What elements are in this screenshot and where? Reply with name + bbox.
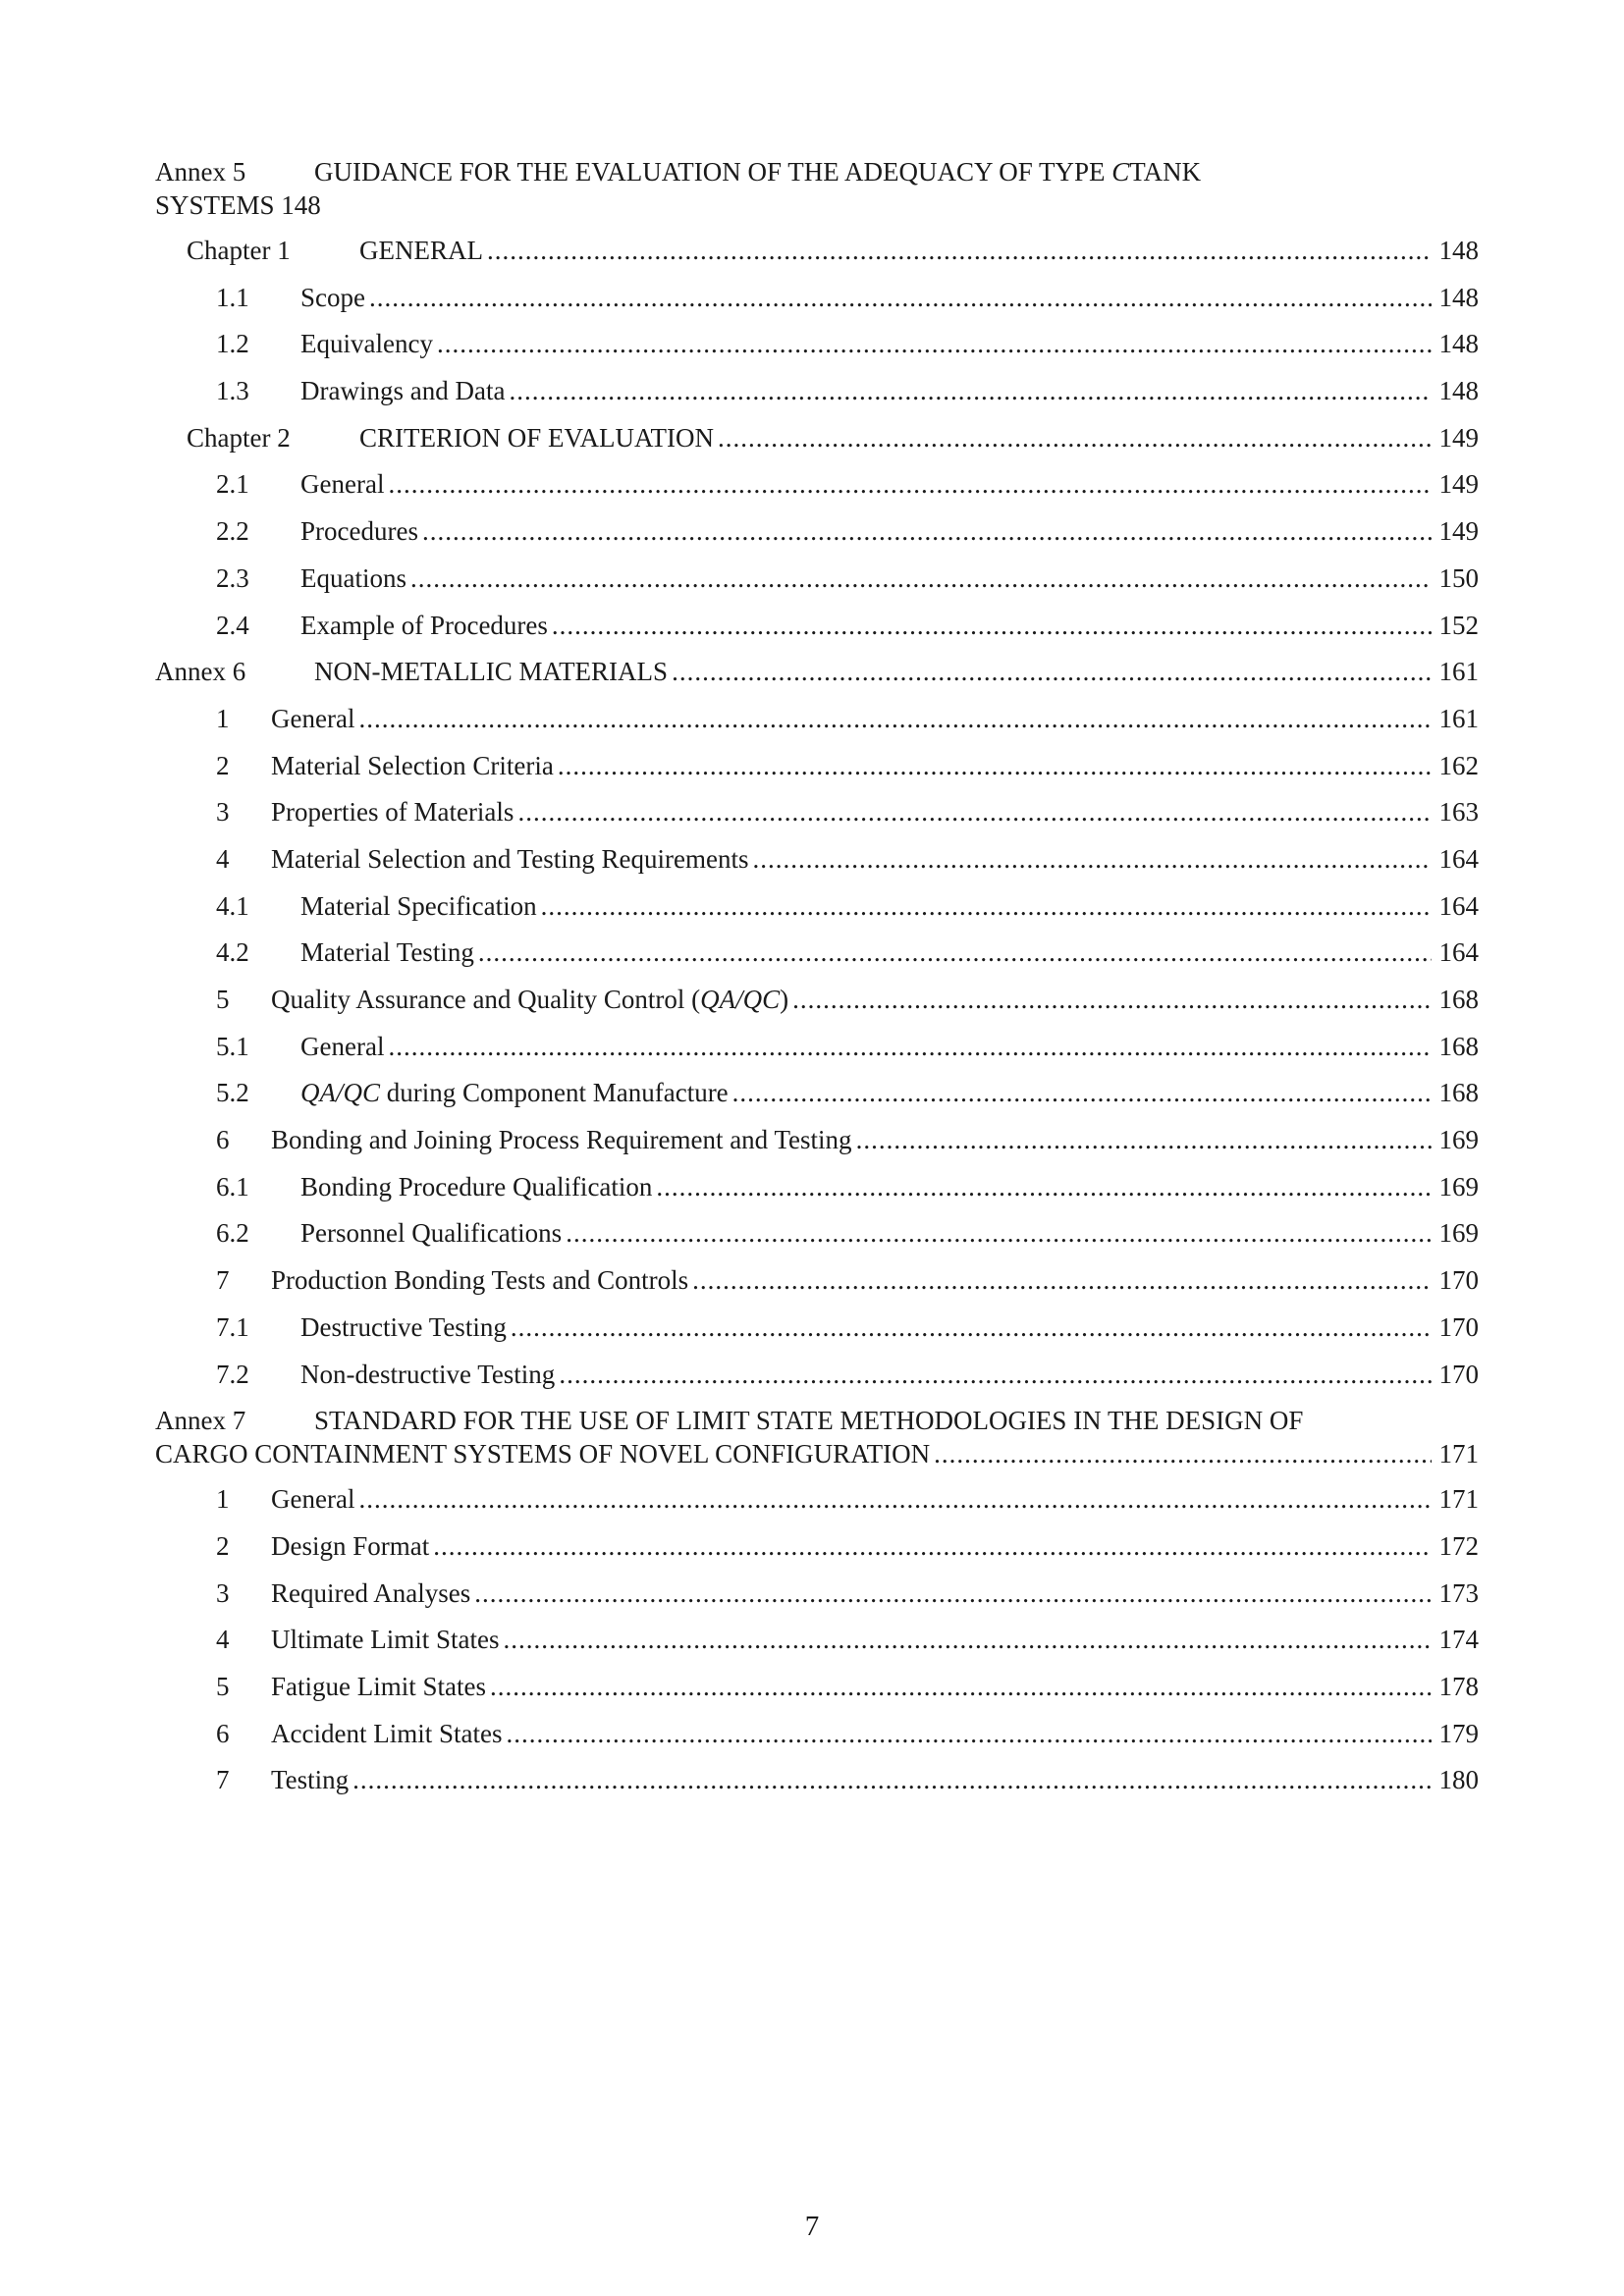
entry-title: General — [271, 1484, 355, 1515]
entry-page: 172 — [1438, 1530, 1479, 1561]
toc-entry[interactable] — [155, 1625, 1479, 1672]
entry-title: GENERAL — [359, 236, 483, 265]
dot-leader — [487, 236, 1432, 266]
toc-entry[interactable] — [155, 891, 1479, 938]
entry-title: Equivalency — [300, 329, 433, 359]
annex-label: Annex 6 — [155, 657, 246, 687]
dot-leader — [352, 1765, 1431, 1795]
dot-leader — [559, 1360, 1431, 1390]
toc-chapter-entry[interactable] — [155, 236, 1479, 283]
dot-leader — [388, 1032, 1431, 1062]
annex-5-heading[interactable] — [155, 157, 1479, 236]
dot-leader — [506, 1719, 1431, 1749]
entry-title: Non-destructive Testing — [300, 1359, 556, 1389]
dot-leader — [490, 1672, 1432, 1702]
entry-number: 4.1 — [216, 890, 249, 921]
entry-page: 164 — [1438, 890, 1479, 921]
entry-title: Quality Assurance and Quality Control (QA/QC) — [271, 985, 789, 1014]
entry-page: 161 — [1438, 703, 1479, 733]
entry-number: 7.1 — [216, 1311, 249, 1342]
entry-title: Procedures — [300, 516, 418, 547]
entry-page: 174 — [1438, 1625, 1479, 1655]
entry-number: 1 — [216, 703, 230, 733]
entry-number: 5 — [216, 985, 230, 1014]
dot-leader — [732, 1078, 1432, 1108]
entry-number: 6 — [216, 1718, 230, 1748]
entry-title: Material Specification — [300, 890, 537, 921]
toc-entry[interactable] — [155, 844, 1479, 891]
entry-title: Testing — [271, 1765, 350, 1795]
entry-page: 170 — [1438, 1265, 1479, 1296]
entry-title: General — [271, 703, 355, 733]
entry-title-italic: QA/QC — [700, 985, 781, 1014]
dot-leader — [753, 844, 1432, 875]
entry-number: 1 — [216, 1484, 230, 1515]
dot-leader — [503, 1625, 1431, 1655]
entry-number: 2.3 — [216, 562, 249, 593]
entry-title: General — [300, 1031, 385, 1061]
toc-entry[interactable] — [155, 937, 1479, 985]
toc-entry[interactable] — [155, 1265, 1479, 1312]
dot-leader — [792, 985, 1431, 1015]
entry-page: 162 — [1438, 750, 1479, 780]
entry-page: 178 — [1438, 1671, 1479, 1701]
dot-leader — [718, 423, 1432, 454]
entry-page: 171 — [1438, 1439, 1479, 1469]
toc-chapter-entry[interactable] — [155, 423, 1479, 470]
entry-number: 3 — [216, 1577, 230, 1608]
toc-entry[interactable] — [155, 704, 1479, 751]
entry-page: 148 — [1438, 329, 1479, 359]
toc-annex-entry[interactable] — [155, 657, 1479, 704]
entry-title: Drawings and Data — [300, 376, 506, 406]
entry-title: Fatigue Limit States — [271, 1671, 486, 1701]
entry-number: 2 — [216, 750, 230, 780]
toc-entry[interactable] — [155, 1719, 1479, 1766]
dot-leader — [509, 376, 1431, 406]
entry-title: Personnel Qualifications — [300, 1218, 563, 1249]
annex-title: GUIDANCE FOR THE EVALUATION OF THE ADEQUACY OF TYPE — [314, 157, 1106, 187]
entry-page: 169 — [1438, 1218, 1479, 1249]
dot-leader — [656, 1172, 1431, 1202]
entry-page: 148 — [1438, 282, 1479, 312]
entry-title: CRITERION OF EVALUATION — [359, 422, 714, 453]
dot-leader — [566, 1218, 1431, 1249]
entry-title: Accident Limit States — [271, 1718, 503, 1748]
entry-page: 163 — [1438, 797, 1479, 828]
annex-title-end: TANK — [1129, 157, 1202, 187]
entry-page: 152 — [1438, 610, 1479, 640]
entry-number: 2.1 — [216, 469, 249, 500]
entry-page: 164 — [1438, 937, 1479, 968]
toc-entry[interactable] — [155, 1032, 1479, 1079]
entry-page: 161 — [1438, 657, 1479, 687]
entry-number: 1.3 — [216, 376, 249, 406]
entry-number: 4 — [216, 843, 230, 874]
toc-entry[interactable] — [155, 1078, 1479, 1125]
entry-number: 5 — [216, 1671, 230, 1701]
entry-number: 1.2 — [216, 329, 249, 359]
entry-number: 2.2 — [216, 516, 249, 547]
toc-entry[interactable] — [155, 1484, 1479, 1531]
toc-entry[interactable] — [155, 1312, 1479, 1360]
annex-title: STANDARD FOR THE USE OF LIMIT STATE METHODOLOGIES IN THE DESIGN OF — [314, 1406, 1304, 1436]
toc-entry[interactable] — [155, 376, 1479, 423]
entry-number: 6.2 — [216, 1218, 249, 1249]
entry-number: 1.1 — [216, 282, 249, 312]
page-number: 7 — [804, 2211, 820, 2242]
entry-page: 169 — [1438, 1171, 1479, 1201]
entry-page: 168 — [1438, 1078, 1479, 1108]
dot-leader — [934, 1439, 1431, 1469]
dot-leader — [369, 283, 1432, 313]
entry-title: QA/QC during Component Manufacture — [300, 1078, 729, 1108]
entry-title: Bonding Procedure Qualification — [300, 1171, 653, 1201]
entry-title: NON-METALLIC MATERIALS — [314, 657, 669, 687]
entry-page: 171 — [1438, 1484, 1479, 1515]
table-of-contents — [155, 157, 1479, 1812]
entry-title: Destructive Testing — [300, 1311, 507, 1342]
entry-number: 4.2 — [216, 937, 249, 968]
dot-leader — [474, 1578, 1431, 1609]
entry-number: 4 — [216, 1625, 230, 1655]
toc-entry[interactable] — [155, 1172, 1479, 1219]
entry-title: Required Analyses — [271, 1577, 471, 1608]
toc-entry[interactable] — [155, 1765, 1479, 1812]
entry-page: 150 — [1438, 562, 1479, 593]
entry-title: Production Bonding Tests and Controls — [271, 1265, 689, 1296]
entry-page: 170 — [1438, 1359, 1479, 1389]
annex-title-line2: SYSTEMS 148 — [155, 190, 321, 220]
entry-page: 164 — [1438, 843, 1479, 874]
chapter-number: Chapter 2 — [187, 422, 291, 453]
entry-title: Bonding and Joining Process Requirement and Testing — [271, 1125, 852, 1155]
dot-leader — [410, 563, 1432, 594]
dot-leader — [511, 1312, 1432, 1343]
entry-page: 148 — [1438, 236, 1479, 265]
entry-title: Properties of Materials — [271, 797, 514, 828]
entry-title: Material Testing — [300, 937, 474, 968]
entry-number: 2 — [216, 1530, 230, 1561]
dot-leader — [433, 1531, 1431, 1562]
entry-title: Equations — [300, 562, 406, 593]
dot-leader — [672, 657, 1431, 687]
toc-entry[interactable] — [155, 563, 1479, 611]
dot-leader — [437, 329, 1432, 359]
entry-number: 6.1 — [216, 1171, 249, 1201]
entry-number: 7 — [216, 1265, 230, 1296]
entry-page: 148 — [1438, 376, 1479, 406]
toc-entry[interactable] — [155, 611, 1479, 658]
toc-entry[interactable] — [155, 797, 1479, 844]
dot-leader — [358, 704, 1431, 734]
toc-entry[interactable] — [155, 1672, 1479, 1719]
chapter-number: Chapter 1 — [187, 236, 291, 265]
entry-page: 149 — [1438, 469, 1479, 500]
toc-entry[interactable] — [155, 329, 1479, 376]
entry-title: Ultimate Limit States — [271, 1625, 500, 1655]
dot-leader — [856, 1125, 1432, 1155]
annex-title-italic: C — [1111, 157, 1130, 187]
entry-title-italic: QA/QC — [300, 1078, 380, 1108]
entry-title: General — [300, 469, 385, 500]
toc-entry[interactable] — [155, 283, 1479, 330]
toc-entry[interactable] — [155, 469, 1479, 516]
entry-page: 149 — [1438, 422, 1479, 453]
entry-title: Design Format — [271, 1530, 430, 1561]
dot-leader — [388, 469, 1431, 500]
dot-leader — [517, 797, 1431, 828]
dot-leader — [358, 1484, 1431, 1515]
entry-page: 170 — [1438, 1311, 1479, 1342]
entry-page: 169 — [1438, 1125, 1479, 1155]
dot-leader — [478, 937, 1432, 968]
dot-leader — [422, 516, 1432, 547]
entry-title: Example of Procedures — [300, 610, 548, 640]
dot-leader — [558, 751, 1432, 781]
entry-title: Material Selection and Testing Requirements — [271, 843, 749, 874]
entry-title: Material Selection Criteria — [271, 750, 554, 780]
toc-entry[interactable] — [155, 1578, 1479, 1626]
entry-page: 168 — [1438, 1031, 1479, 1061]
entry-number: 5.1 — [216, 1031, 249, 1061]
entry-page: 149 — [1438, 516, 1479, 547]
toc-entry[interactable] — [155, 985, 1479, 1032]
entry-page: 173 — [1438, 1577, 1479, 1608]
entry-title: Scope — [300, 282, 365, 312]
toc-entry[interactable] — [155, 1125, 1479, 1172]
toc-entry[interactable] — [155, 751, 1479, 798]
entry-number: 6 — [216, 1125, 230, 1155]
toc-entry[interactable] — [155, 1360, 1479, 1407]
dot-leader — [541, 891, 1432, 922]
entry-page: 179 — [1438, 1718, 1479, 1748]
annex-title-line2: CARGO CONTAINMENT SYSTEMS OF NOVEL CONFIGURATION — [155, 1439, 931, 1469]
annex-7-heading[interactable] — [155, 1406, 1479, 1484]
toc-entry[interactable] — [155, 1218, 1479, 1265]
entry-number: 7 — [216, 1765, 230, 1795]
entry-page: 168 — [1438, 985, 1479, 1014]
dot-leader — [552, 611, 1432, 641]
entry-number: 7.2 — [216, 1359, 249, 1389]
entry-page: 180 — [1438, 1765, 1479, 1795]
entry-number: 5.2 — [216, 1078, 249, 1108]
annex-label: Annex 5 — [155, 157, 246, 187]
toc-entry[interactable] — [155, 1531, 1479, 1578]
dot-leader — [692, 1265, 1431, 1296]
entry-number: 3 — [216, 797, 230, 828]
entry-number: 2.4 — [216, 610, 249, 640]
toc-entry[interactable] — [155, 516, 1479, 563]
annex-label: Annex 7 — [155, 1406, 246, 1436]
